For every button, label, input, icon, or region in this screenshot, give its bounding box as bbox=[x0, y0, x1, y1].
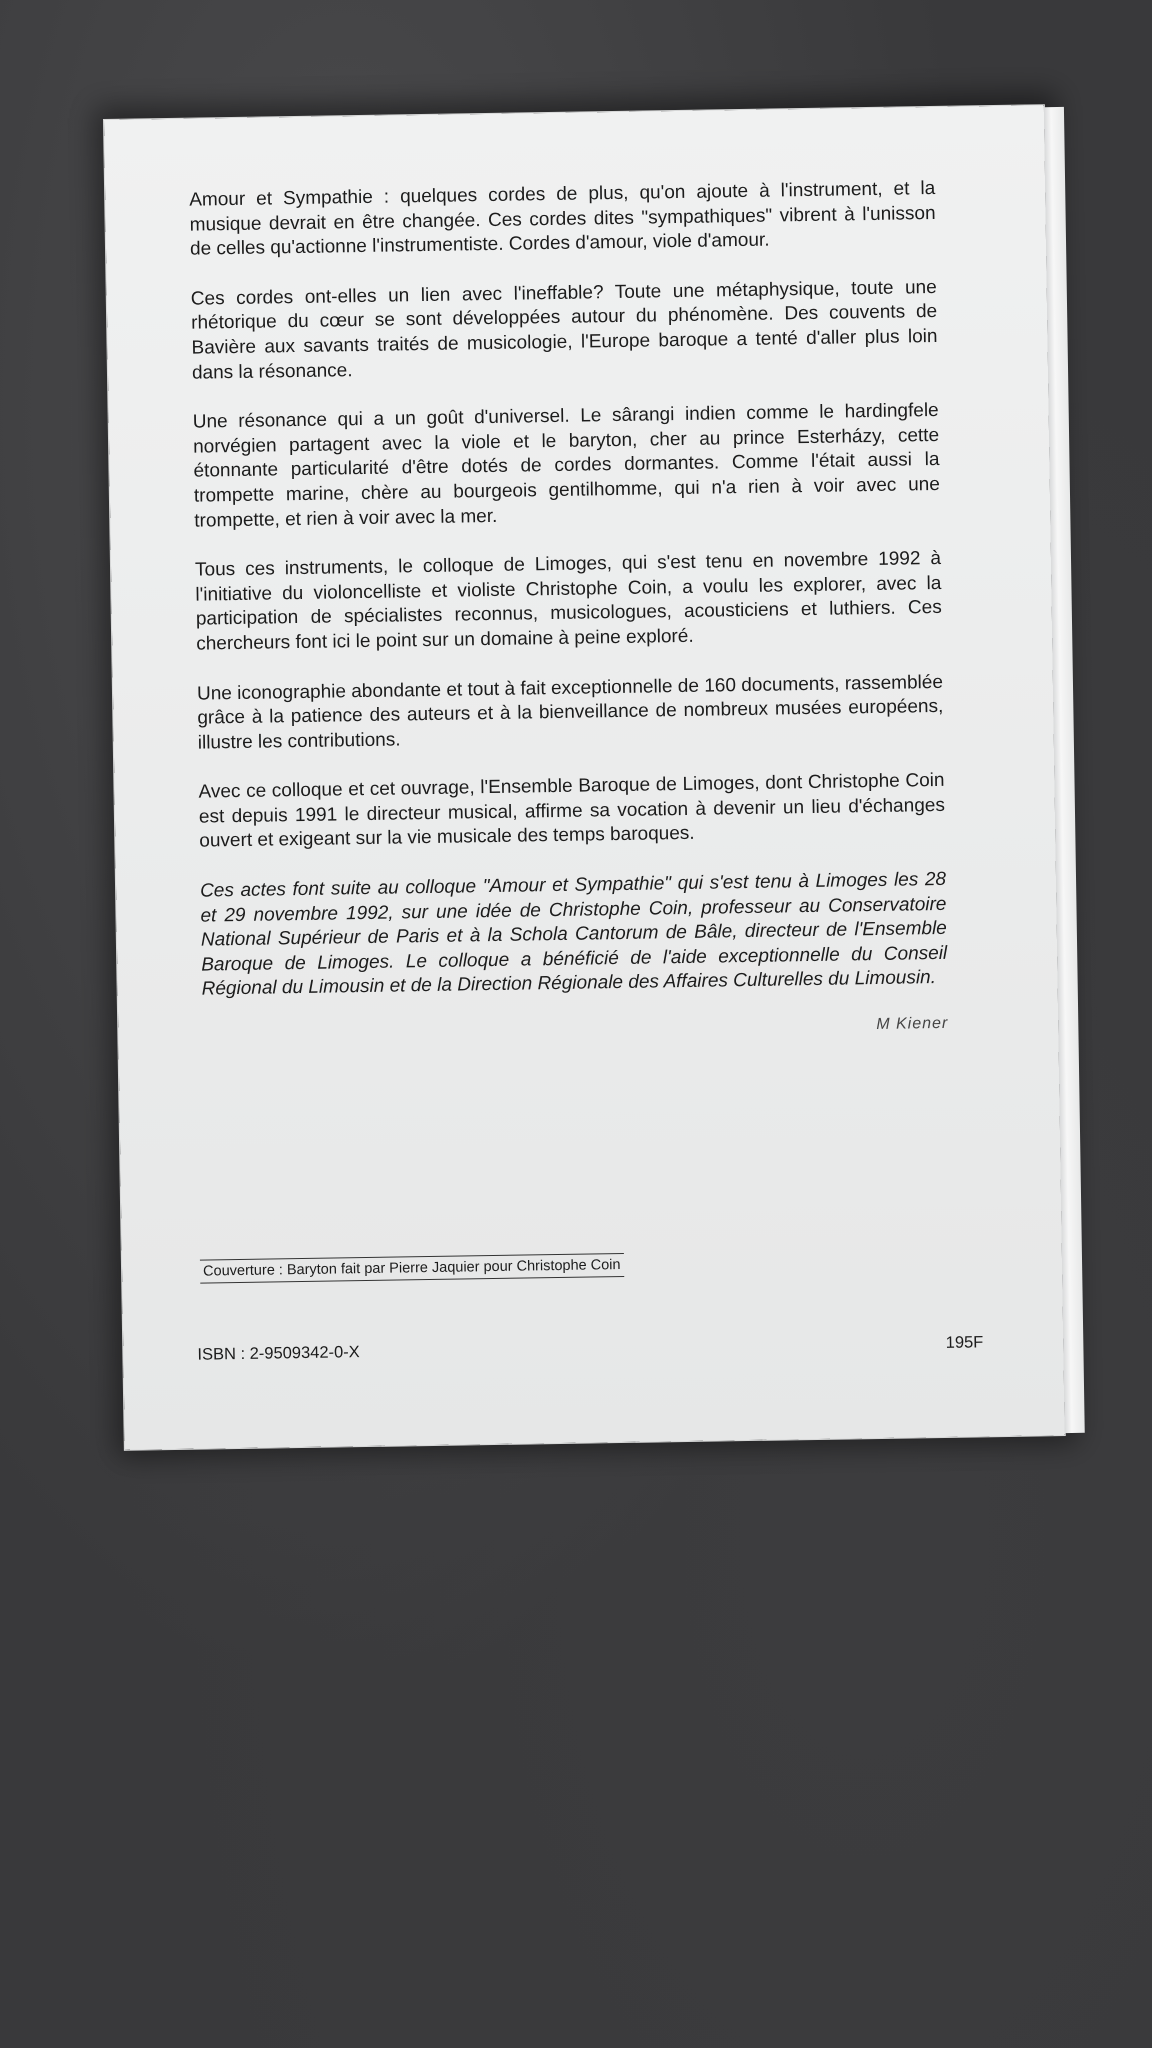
book-back-cover bbox=[104, 105, 1065, 1450]
paragraph: Tous ces instruments, le colloque de Limoges, qui s'est tenu en novembre 1992 à l'initiative du violoncelliste et violiste Christophe Coin, a voulu les explorer, avec la participation de spécialistes reconnus, musicologues, acousticiens et luthiers. Ces chercheurs font ici le point sur un domaine à peine exploré. bbox=[194, 548, 942, 655]
paragraph: Ces cordes ont-elles un lien avec l'ineffable? Toute une métaphysique, toute une rhétorique du cœur se sont développées autour du phénomène. Des couvents de Bavière aux savants traités de musicologie, l'Europe baroque a tenté d'aller plus loin dans la résonance. bbox=[190, 276, 938, 384]
price: 195F bbox=[945, 1333, 984, 1352]
paragraph: Amour et Sympathie : quelques cordes de plus, qu'on ajoute à l'instrument, et la musique devrait en être changée. Ces cordes dites "sympathiques" vibrent à l'unisson de celles qu'actionne l'instrumentiste. Cordes d'amour, viole d'amour. bbox=[189, 177, 936, 260]
signature: M Kiener bbox=[876, 1014, 949, 1034]
page-edge bbox=[1044, 107, 1085, 1433]
paragraph: Une résonance qui a un goût d'universel. Le sârangi indien comme le hardingfele norvégien partagent avec la viole et le baryton, cher au prince Esterházy, cette étonnante particularité d'être dotés de cordes dormantes. Comme l'était aussi la trompette marine, chère au bourgeois gentilhomme, qui n'a rien à voir avec une trompette, et rien à voir avec la mer. bbox=[192, 400, 940, 532]
cover-credit: Couverture : Baryton fait par Pierre Jaquier pour Christophe Coin bbox=[200, 1253, 624, 1284]
italic-note: Ces actes font suite au colloque "Amour et Sympathie" qui s'est tenu à Limoges les 28 et 29 novembre 1992, sur une idée de Christophe Coin, professeur au Conservatoire National Supérieur de Paris et à la Schola Cantorum de Bâle, directeur de l'Ensemble Baroque de Limoges. Le colloque a bénéficié de l'aide exceptionnelle du Conseil Régional du Limousin et de la Direction Régionale des Affaires Culturelles du Limousin. bbox=[199, 868, 948, 1001]
isbn: ISBN : 2-9509342-0-X bbox=[197, 1343, 360, 1364]
paragraph: Une iconographie abondante et tout à fait exceptionnelle de 160 documents, rassemblée grâce à la patience des auteurs et à la bienveillance de nombreux musées européens, illustre les contributions. bbox=[196, 671, 944, 754]
paragraph: Avec ce colloque et cet ouvrage, l'Ensemble Baroque de Limoges, dont Christophe Coin est depuis 1991 le directeur musical, affirme sa vocation à devenir un lieu d'échanges ouvert et exigeant sur la vie musicale des temps baroques. bbox=[198, 770, 946, 853]
blurb bbox=[189, 177, 948, 1048]
